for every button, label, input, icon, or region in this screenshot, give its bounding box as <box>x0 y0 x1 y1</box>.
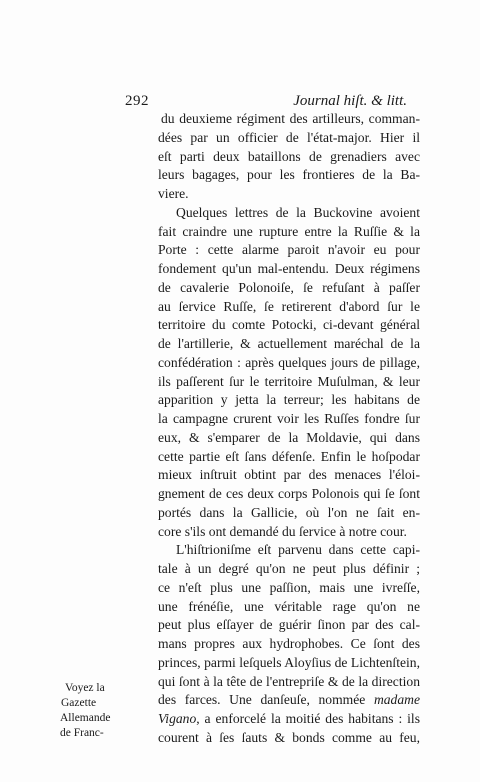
text-line: ils paſſerent ſur le territoire Muſulman, & leur <box>158 373 420 389</box>
page-number: 292 <box>125 93 149 109</box>
text-line: une frénéſie, une véritable rage qu'on ne <box>158 598 420 614</box>
text-line: ce n'eſt plus une paſſion, mais une ivreſſe, <box>158 579 420 595</box>
text-line: du deuxieme régiment des artilleurs, comman- <box>161 111 420 126</box>
text-line: peut plus eſſayer de guérir ſinon par des cal- <box>158 617 420 633</box>
text-line: tale à un degré qu'on ne peut plus définir ; <box>158 561 420 576</box>
text-line: de cavalerie Polonoiſe, ſe refuſant à paſſer <box>158 279 420 295</box>
text-line: princes, parmi leſquels Aloyſius de Lichtenſtein, <box>158 654 420 670</box>
text-line: qui ſont à la tête de l'entrepriſe & de la direction <box>158 673 420 689</box>
text-line: dées par un officier de l'état-major. Hier il <box>158 129 420 145</box>
text-line: eſt parti deux bataillons de grenadiers avec <box>158 148 420 164</box>
italic-name: Vigano <box>158 711 197 726</box>
text-line <box>158 691 420 710</box>
text-line: la campagne crurent voir les Ruſſes fondre ſur <box>158 411 420 426</box>
text-line: confédération : après quelques jours de pillage, <box>158 354 420 370</box>
text-line: leurs bagages, pour les frontieres de la Ba- <box>158 167 420 183</box>
text-line: viere. <box>158 186 189 201</box>
paragraph-start: Quelques lettres de la Buckovine avoient <box>176 204 420 220</box>
text-line: territoire du comte Potocki, ci-devant général <box>158 317 420 333</box>
margin-note-line: de Franc- <box>60 727 104 739</box>
text-line: au ſervice Ruſſe, ſe retirerent d'abord ſur le <box>158 298 420 314</box>
text-segment: des farces. Une danſeuſe, nommée <box>158 692 366 708</box>
text-line: gnement de ces deux corps Polonois qui ſe ſont <box>158 486 420 501</box>
text-line: portés dans la Gallicie, où l'on ne ſait en- <box>158 504 420 520</box>
margin-note-line: Voyez la <box>65 682 105 694</box>
paragraph-start: L'hiſtrioniſme eſt parvenu dans cette capi- <box>176 542 420 558</box>
text-line: cette partie eſt ſans défenſe. Enfin le hoſpodar <box>158 448 420 464</box>
running-title: Journal hiſt. & litt. <box>293 93 407 109</box>
text-line: core s'ils ont demandé du ſervice à notre cour. <box>158 523 407 539</box>
text-line: fondement qu'un mal-entendu. Deux régimens <box>158 261 420 276</box>
text-line <box>158 710 420 729</box>
text-line: apparition y jetta la terreur; les habitans de <box>158 392 420 408</box>
text-segment: , a enforcelé la moitié des habitans : ils <box>196 711 420 726</box>
text-line: de l'artillerie, & actuellement maréchal de la <box>158 336 420 351</box>
text-line: fait craindre une rupture entre la Ruſſie & la <box>158 223 420 239</box>
body-text <box>158 110 420 748</box>
text-line: eux, & s'emparer de la Moldavie, qui dans <box>158 429 420 445</box>
text-line: courent à ſes ſauts & bonds comme au feu, <box>158 729 420 745</box>
text-line: Porte : cette alarme paroit n'avoir eu pour <box>158 242 420 258</box>
margin-note-line: Allemande <box>60 712 111 724</box>
italic-name: madame <box>373 692 420 708</box>
text-line: mans propres aux hydrophobes. Ce ſont des <box>158 636 420 651</box>
margin-note-line: Gazette <box>61 697 97 709</box>
text-line: mieux inſtruit obtint par des menaces l'éloi- <box>158 467 420 483</box>
margin-note <box>60 681 156 741</box>
